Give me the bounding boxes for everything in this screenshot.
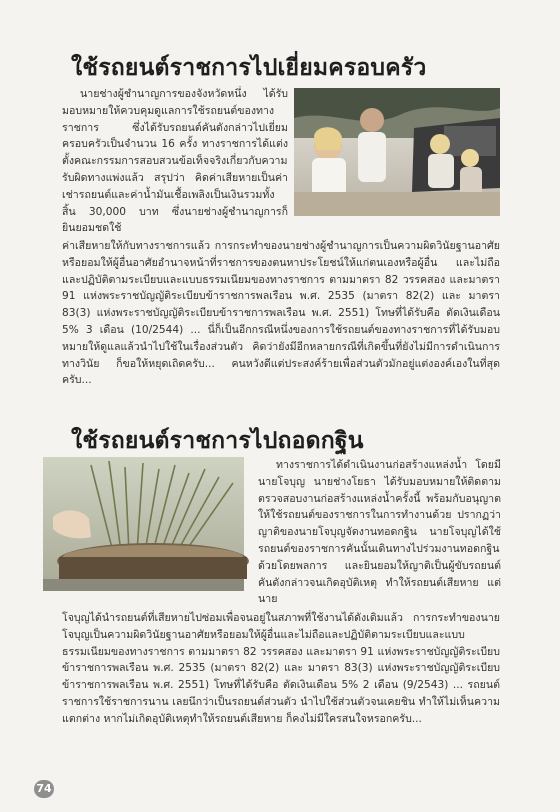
page-number: 74 <box>34 780 54 798</box>
family-car-photo <box>294 88 500 216</box>
section-1-paragraph: ค่าเสียหายให้กับทางราชการแล้ว การกระทำของนายช่างผู้ชำนาญการเป็นความผิดวินัยฐานอาศัยหรือยอมให้ผู้อื่นอาศัยอำนาจหน้าที่ราชการของตนหาประโยชน์ให้แก่ตนเองหรือผู้อื่น และไม่ถือและปฏิบัติตามระเบียบและแบบธรรมเนียมของทางราชการ ตามมาตรา 82 วรรคสอง และมาตรา 91 แห่งพระราชบัญญัติระเบียบข้าราชการพลเรือน พ.ศ. 2535 (มาตรา 82(2) และ มาตรา 83(3) แห่งพระราชบัญญัติระเบียบข้าราชการพลเรือน พ.ศ. 2551) โทษที่ได้รับคือ ตัดเงินเดือน 5% 3 เดือน (10/2544) ... นี่ก็เป็นอีกกรณีหนึ่งของการใช้รถยนต์ของทางราชการที่ได้รับมอบหมายให้ดูแลแล้วนำไปใช้ในเรื่องส่วนตัว คิดว่ายังมีอีกหลายกรณีที่เกิดขึ้นที่ยังไม่มีการดำเนินการทางวินัย ก็ขอให้หยุดเถิดครับ... คนหวังดีแต่ประสงค์ร้ายเพื่อส่วนตัวมักอยู่แต่งองค์เองในที่สุดครับ... <box>62 240 500 387</box>
section-1-wrapped-paragraph: นายช่างผู้ชำนาญการของจังหวัดหนึ่ง ได้รับมอบหมายให้ควบคุมดูแลการใช้รถยนต์ของทางราชการ ซึ่งได้รับรถยนต์คันดังกล่าวไปเยี่ยมครอบครัวเป็นจำนวน 16 ครั้ง ทางราชการได้แต่งตั้งคณะกรรมการสอบสวนข้อเท็จจริงเกี่ยวกับความรับผิดทางแพ่งแล้ว สรุปว่า คิดค่าเสียหายเป็นค่าเช่ารถยนต์และค่าน้ำมันเชื้อเพลิงเป็นเงินรวมทั้งสิ้น 30,000 บาท ซึ่งนายช่างผู้ชำนาญการก็ยินยอมชดใช้ <box>62 88 288 235</box>
section-2-wrapped-paragraph: ทางราชการได้ดำเนินงานก่อสร้างแหล่งน้ำ โดยมีนายโจบุญ นายช่างโยธา ได้รับมอบหมายให้ติดตามตรวจสอบงานก่อสร้างแหล่งน้ำครั้งนี้ พร้อมกับอนุญาตให้ใช้รถยนต์ของราชการในการทำงานด้วย ปรากฏว่าญาติของนายโจบุญจัดงานทอดกฐิน นายโจบุญได้ใช้รถยนต์ของราชการคันนั้นเดินทางไปร่วมงานทอดกฐินด้วยโดยพลการ และยินยอมให้ญาติเป็นผู้ขับรถยนต์คันดังกล่าวจนเกิดอุบัติเหตุ ทำให้รถยนต์เสียหาย แต่นาย <box>258 459 501 606</box>
section-2-title: ใช้รถยนต์ราชการไปถอดกฐิน <box>71 428 364 454</box>
section-1-title: ใช้รถยนต์ราชการไปเยี่ยมครอบครัว <box>71 55 427 81</box>
section-2-paragraph: โจบุญได้นำรถยนต์ที่เสียหายไปซ่อมเพื่อจนอยู่ในสภาพที่ใช้งานได้ดังเดิมแล้ว การกระทำของนายโจบุญเป็นความผิดวินัยฐานอาศัยหรือยอมให้ผู้อื่นและไม่ถือและปฏิบัติตามระเบียบและแบบธรรมเนียมของทางราชการ ตามมาตรา 82 วรรคสอง และมาตรา 91 แห่งพระราชบัญญัติระเบียบข้าราชการพลเรือน พ.ศ. 2535 (มาตรา 82(2) และ มาตรา 83(3) แห่งพระราชบัญญัติระเบียบข้าราชการพลเรือน พ.ศ. 2551) โทษที่ได้รับคือ ตัดเงินเดือน 5% 2 เดือน (9/2543) ... รถยนต์ราชการใช้ราชการนาน เลยนึกว่าเป็นรถยนต์ส่วนตัว นำไปใช้ส่วนตัวจนเคยชิน ทำให้ไม่เห็นความแตกต่าง หากไม่เกิดอุบัติเหตุทำให้รถยนต์เสียหาย ก็คงไม่มีใครสนใจหรอกครับ... <box>62 612 500 725</box>
kathin-offering-photo <box>43 457 244 591</box>
